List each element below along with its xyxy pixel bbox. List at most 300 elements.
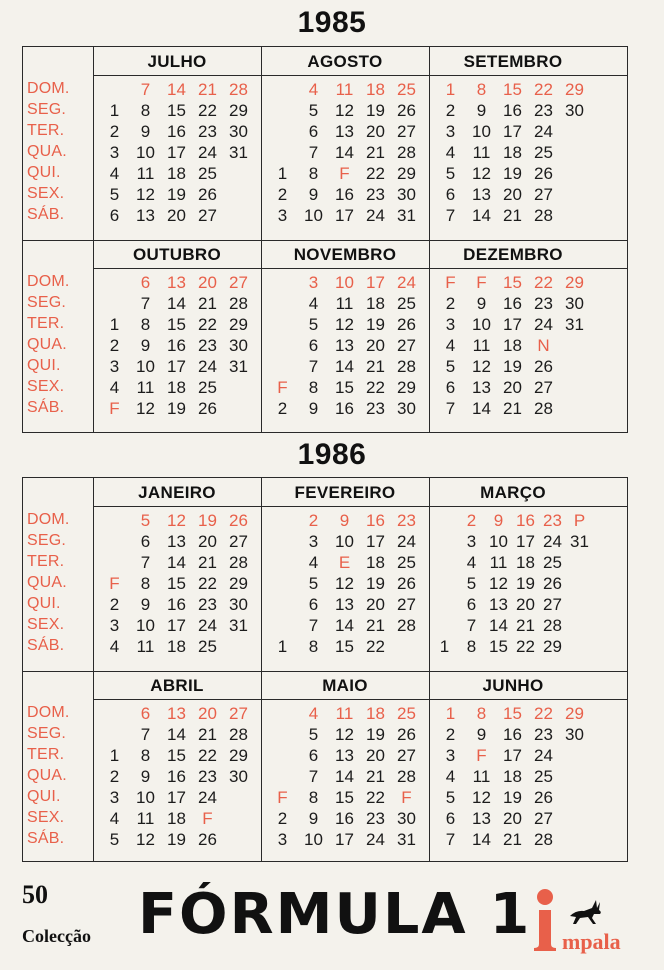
antelope-icon [566,896,606,926]
block-divider [23,671,627,672]
day-cell: 4 [308,80,319,99]
block-divider [23,240,627,241]
day-cell: 3 [277,206,288,225]
day-cell: 2 [277,809,288,828]
day-cell: 20 [366,595,385,614]
day-cell: 5 [308,574,319,593]
day-cell: 29 [229,101,248,120]
day-cell: 30 [229,595,248,614]
day-cell: 23 [534,725,553,744]
day-cell: 12 [472,164,491,183]
day-cell: 3 [445,315,456,334]
day-cell: 15 [503,704,522,723]
day-cell: 6 [140,704,151,723]
day-cell: 15 [503,80,522,99]
day-cell: P [573,511,586,530]
day-cell: 20 [167,206,186,225]
day-cell: 23 [198,595,217,614]
day-cell: 10 [472,315,491,334]
day-cell: 30 [565,101,584,120]
day-cell: 16 [335,809,354,828]
month-header-rule [93,699,627,700]
day-cell: 17 [503,122,522,141]
day-cell: 6 [445,185,456,204]
day-cell: 4 [109,809,120,828]
month-header-rule [93,506,627,507]
day-cell: 10 [136,788,155,807]
day-cell: 1 [445,704,456,723]
day-cell: 26 [534,788,553,807]
day-cell: 30 [229,122,248,141]
day-cell: 13 [472,185,491,204]
weekday-label: DOM. [27,704,70,721]
day-cell: 27 [397,746,416,765]
day-cell: 3 [445,122,456,141]
day-cell: 24 [198,143,217,162]
day-cell: 28 [534,830,553,849]
day-cell: 10 [136,357,155,376]
card-number: 50 [22,880,48,909]
day-cell: 18 [167,378,186,397]
day-cell: 30 [565,725,584,744]
day-cell: 18 [503,143,522,162]
day-cell: 25 [198,378,217,397]
day-cell: 30 [397,399,416,418]
day-cell: 22 [534,704,553,723]
day-cell: 13 [472,378,491,397]
day-cell: 26 [397,315,416,334]
day-cell: 25 [534,767,553,786]
day-cell: 3 [109,616,120,635]
day-cell: 31 [229,357,248,376]
day-cell: 21 [366,357,385,376]
day-cell: 14 [335,357,354,376]
day-cell: 24 [534,315,553,334]
weekday-label: SEX. [27,185,65,202]
day-cell: F [339,164,350,183]
day-cell: 15 [167,101,186,120]
day-cell: 10 [136,616,155,635]
day-cell: 22 [534,273,553,292]
day-cell: 27 [229,704,248,723]
day-cell: 11 [472,143,491,162]
day-cell: 16 [516,511,535,530]
day-cell: 27 [397,595,416,614]
month-title: NOVEMBRO [293,245,397,264]
weekday-label: QUI. [27,595,61,612]
day-cell: 10 [304,830,323,849]
day-cell: 24 [366,830,385,849]
day-cell: 22 [366,788,385,807]
day-cell: 27 [229,532,248,551]
day-cell: 11 [472,336,491,355]
day-cell: 12 [136,830,155,849]
day-cell: 7 [140,725,151,744]
day-cell: 6 [308,746,319,765]
weekday-label: QUA. [27,574,67,591]
day-cell: 18 [366,294,385,313]
calendar-1986 [22,477,628,862]
day-cell: 18 [167,809,186,828]
day-cell: 23 [543,511,562,530]
day-cell: 5 [445,788,456,807]
day-cell: 9 [308,399,319,418]
day-cell: 25 [397,80,416,99]
day-cell: 1 [445,80,456,99]
day-cell: 23 [534,294,553,313]
day-cell: 16 [335,399,354,418]
day-cell: 22 [198,574,217,593]
day-cell: 23 [534,101,553,120]
day-cell: 26 [534,357,553,376]
day-cell: 19 [167,185,186,204]
weekday-label: TER. [27,122,65,139]
day-cell: 16 [503,101,522,120]
day-cell: 3 [109,143,120,162]
day-cell: 8 [308,788,319,807]
day-cell: 24 [198,357,217,376]
day-cell: 23 [366,185,385,204]
day-cell: 11 [335,80,354,99]
day-cell: 13 [167,532,186,551]
day-cell: 29 [543,637,562,656]
day-cell: 21 [198,725,217,744]
day-cell: 13 [167,273,186,292]
weekday-label: SÁB. [27,637,65,654]
day-cell: 20 [503,809,522,828]
day-cell: 14 [167,725,186,744]
day-cell: 15 [335,378,354,397]
day-cell: 27 [229,273,248,292]
day-cell: 25 [198,164,217,183]
day-cell: 7 [140,294,151,313]
day-cell: 11 [136,378,155,397]
day-cell: 22 [516,637,535,656]
day-cell: 26 [397,725,416,744]
day-cell: 7 [308,357,319,376]
day-cell: 9 [493,511,504,530]
day-cell: 3 [277,830,288,849]
day-cell: 29 [565,273,584,292]
day-cell: 9 [140,336,151,355]
day-cell: 2 [445,725,456,744]
day-cell: 8 [308,378,319,397]
day-cell: 24 [534,122,553,141]
weekday-label: SÁB. [27,399,65,416]
day-cell: 16 [167,336,186,355]
day-cell: 3 [308,532,319,551]
year-1986-heading: 1986 [297,438,367,471]
weekday-label: DOM. [27,273,70,290]
day-cell: 6 [109,206,120,225]
day-cell: 3 [109,788,120,807]
day-cell: 4 [308,704,319,723]
day-cell: 5 [445,357,456,376]
day-cell: 27 [534,185,553,204]
day-cell: F [476,273,487,292]
weekday-label: SEG. [27,294,67,311]
day-cell: 28 [397,357,416,376]
day-cell: 2 [109,767,120,786]
month-title: ABRIL [150,676,204,695]
day-cell: 26 [543,574,562,593]
day-cell: 20 [503,378,522,397]
day-cell: 14 [335,143,354,162]
calendar-1985 [22,46,628,433]
day-cell: 1 [109,746,120,765]
day-cell: 17 [167,357,186,376]
day-cell: 31 [229,616,248,635]
weekday-label: QUI. [27,357,61,374]
day-cell: 21 [366,143,385,162]
day-cell: 10 [335,273,354,292]
day-cell: 29 [397,164,416,183]
day-cell: 21 [503,206,522,225]
month-title: JUNHO [482,676,544,695]
month-header-rule [93,75,627,76]
day-cell: 17 [366,273,385,292]
day-cell: 12 [335,101,354,120]
day-cell: 28 [534,399,553,418]
weekday-label: DOM. [27,80,70,97]
month-title: MARÇO [480,483,546,502]
day-cell: 19 [167,830,186,849]
month-title: SETEMBRO [463,52,563,71]
day-cell: 5 [466,574,477,593]
day-cell: 11 [136,637,155,656]
day-cell: 13 [167,704,186,723]
weekday-label: SEG. [27,101,67,118]
day-cell: 10 [472,122,491,141]
day-cell: 5 [308,315,319,334]
day-cell: 31 [229,143,248,162]
day-cell: 29 [229,746,248,765]
day-cell: 13 [335,746,354,765]
day-cell: 17 [503,315,522,334]
day-cell: 26 [198,185,217,204]
day-cell: 25 [534,143,553,162]
day-cell: 5 [140,511,151,530]
day-cell: 22 [366,378,385,397]
day-cell: 21 [366,616,385,635]
card-title: FÓRMULA 1 [138,882,532,947]
day-cell: 20 [366,746,385,765]
day-cell: 2 [445,294,456,313]
day-cell: 11 [335,704,354,723]
day-cell: 29 [565,704,584,723]
day-cell: 8 [466,637,477,656]
day-cell: 23 [198,767,217,786]
day-cell: 14 [167,80,186,99]
day-cell: 11 [136,809,155,828]
day-cell: 17 [167,143,186,162]
day-cell: 2 [308,511,319,530]
day-cell: 7 [308,616,319,635]
weekday-label: SEG. [27,532,67,549]
day-cell: 2 [109,122,120,141]
day-cell: 18 [503,767,522,786]
day-cell: 4 [445,143,456,162]
day-cell: 16 [366,511,385,530]
day-cell: 8 [140,315,151,334]
weekday-label: QUA. [27,336,67,353]
day-cell: 17 [366,532,385,551]
day-cell: 5 [109,185,120,204]
day-cell: 2 [466,511,477,530]
day-cell: 7 [466,616,477,635]
day-cell: 12 [167,511,186,530]
day-cell: 15 [335,637,354,656]
day-cell: 13 [335,336,354,355]
weekday-label: SÁB. [27,206,65,223]
day-cell: 13 [136,206,155,225]
weekday-label: SEX. [27,378,65,395]
day-cell: 9 [476,101,487,120]
day-cell: 28 [397,616,416,635]
day-cell: 14 [472,206,491,225]
month-title: JULHO [147,52,207,71]
day-cell: 20 [198,532,217,551]
month-title: JANEIRO [138,483,216,502]
day-cell: 6 [445,378,456,397]
day-cell: 17 [335,830,354,849]
day-cell: 7 [308,143,319,162]
day-cell: 21 [198,553,217,572]
day-cell: 23 [198,336,217,355]
day-cell: 12 [335,725,354,744]
day-cell: 7 [445,399,456,418]
day-cell: 17 [516,532,535,551]
day-cell: 10 [304,206,323,225]
day-cell: 13 [489,595,508,614]
day-cell: 19 [516,574,535,593]
weekday-label: TER. [27,746,65,763]
day-cell: 7 [140,80,151,99]
day-cell: 4 [109,637,120,656]
day-cell: 29 [397,378,416,397]
day-cell: 27 [198,206,217,225]
day-cell: 2 [277,399,288,418]
day-cell: 18 [503,336,522,355]
weekday-label: TER. [27,553,65,570]
day-cell: 1 [277,637,288,656]
day-cell: 15 [167,315,186,334]
day-cell: 30 [397,809,416,828]
month-header-rule [93,268,627,269]
day-cell: 31 [565,315,584,334]
day-cell: 14 [335,616,354,635]
day-cell: 11 [472,767,491,786]
day-cell: 4 [445,336,456,355]
day-cell: 18 [366,704,385,723]
day-cell: 22 [534,80,553,99]
day-cell: 9 [476,725,487,744]
day-cell: 29 [229,315,248,334]
day-cell: F [202,809,213,828]
weekday-label: SEX. [27,809,65,826]
month-title: MAIO [322,676,368,695]
day-cell: 4 [466,553,477,572]
day-cell: 20 [198,704,217,723]
day-cell: 12 [136,399,155,418]
day-cell: 26 [198,830,217,849]
day-cell: 14 [472,830,491,849]
day-cell: 18 [366,553,385,572]
day-cell: 28 [534,206,553,225]
day-cell: 30 [229,336,248,355]
day-cell: 13 [472,809,491,828]
month-divider [429,47,430,432]
month-title: AGOSTO [307,52,383,71]
day-cell: 12 [335,574,354,593]
weekday-label: QUI. [27,788,61,805]
day-cell: 27 [543,595,562,614]
day-cell: 19 [366,101,385,120]
day-cell: 22 [366,164,385,183]
day-cell: 6 [140,532,151,551]
day-cell: 27 [397,122,416,141]
day-cell: 26 [198,399,217,418]
day-cell: F [277,378,288,397]
day-cell: 12 [136,185,155,204]
day-cell: 28 [397,143,416,162]
day-cell: 4 [109,164,120,183]
day-cell: 16 [335,185,354,204]
day-cell: 24 [543,532,562,551]
day-cell: 23 [397,511,416,530]
weekday-label: SEX. [27,616,65,633]
day-cell: F [109,574,120,593]
day-cell: 9 [140,595,151,614]
day-cell: 16 [167,595,186,614]
day-cell: 19 [503,164,522,183]
day-cell: 22 [198,101,217,120]
day-cell: 15 [489,637,508,656]
day-cell: 25 [543,553,562,572]
month-divider [261,478,262,861]
day-cell: 16 [167,122,186,141]
day-cell: 27 [397,336,416,355]
day-cell: 19 [167,399,186,418]
day-cell: 30 [565,294,584,313]
day-cell: 6 [308,336,319,355]
day-cell: 4 [308,294,319,313]
day-cell: 24 [198,616,217,635]
day-cell: 19 [503,357,522,376]
day-cell: 14 [167,294,186,313]
day-cell: F [445,273,456,292]
day-cell: 9 [140,767,151,786]
day-cell: 11 [489,553,508,572]
day-cell: 28 [229,553,248,572]
day-cell: 10 [136,143,155,162]
day-cell: 26 [229,511,248,530]
day-cell: 16 [503,294,522,313]
day-cell: 18 [167,164,186,183]
day-cell: 26 [534,164,553,183]
day-cell: 21 [516,616,535,635]
weekday-label: QUA. [27,143,67,160]
day-cell: 23 [366,399,385,418]
day-cell: 20 [366,122,385,141]
day-cell: 6 [140,273,151,292]
day-cell: 24 [534,746,553,765]
day-cell: 2 [109,336,120,355]
weekday-label: TER. [27,315,65,332]
day-cell: 15 [167,574,186,593]
day-cell: 6 [466,595,477,614]
day-cell: 13 [335,122,354,141]
